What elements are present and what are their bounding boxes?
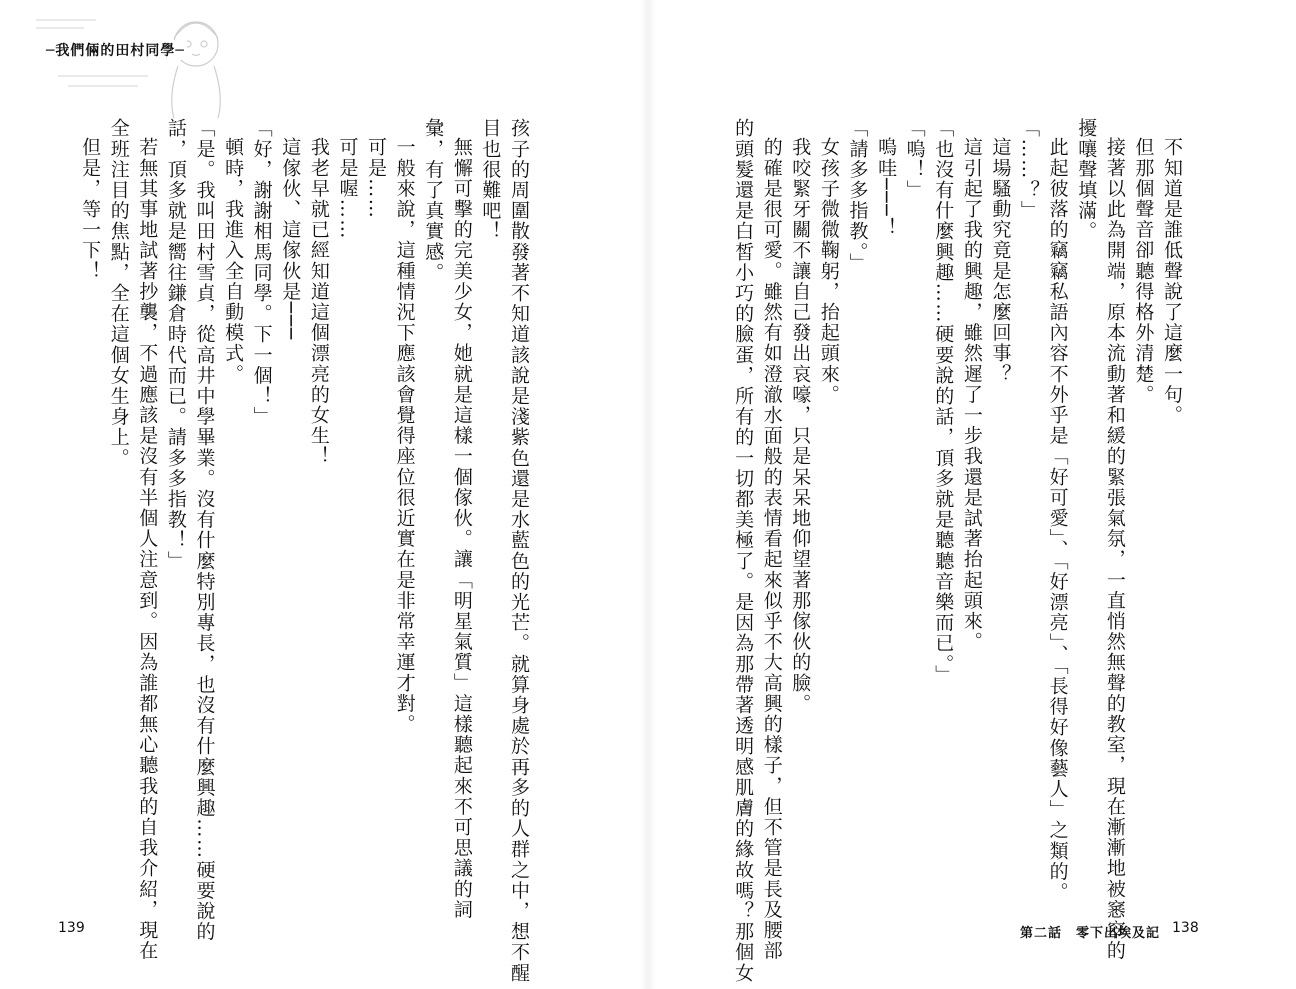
text-line: 的頭髮還是白皙小巧的臉蛋，所有的一切都美極了。是因為那帶著透明感肌膚的緣故嗎？那個女: [732, 118, 755, 984]
text-line: 可是……: [365, 137, 388, 220]
text-line: 我咬緊牙關不讓自己發出哀嚎，只是呆呆地仰望著那傢伙的臉。: [789, 137, 812, 714]
text-line: 彙，有了真實感。: [422, 118, 445, 283]
text-line: 頓時，我進入全自動模式。: [222, 137, 245, 385]
left-page-number: 139: [58, 920, 85, 936]
text-line: 一般來說，這種情況下應該會覺得座位很近實在是非常幸運才對。: [393, 137, 416, 735]
left-page-text: [76, 118, 534, 984]
text-line: 「……？」: [1018, 118, 1041, 221]
text-line: 女孩子微微鞠躬，抬起頭來。: [817, 137, 840, 405]
text-line: 但是，等一下！: [79, 137, 102, 282]
text-line: 此起彼落的竊竊私語內容不外乎是「好可愛」、「好漂亮」、「長得好像藝人」之類的。: [1046, 137, 1069, 903]
text-line: 若無其事地試著抄襲，不過應該是沒有半個人注意到。因為誰都無心聽我的自我介紹，現在: [136, 137, 159, 961]
text-line: 這場騷動究竟是怎麼回事？: [989, 137, 1012, 385]
text-line: 可是喔……: [336, 137, 359, 240]
text-line: 不知道是誰低聲說了這麼一句。: [1161, 137, 1183, 426]
text-line: 我老早就已經知道這個漂亮的女生！: [307, 137, 330, 467]
text-line: 無懈可擊的完美少女，她就是這樣一個傢伙。讓「明星氣質」這樣聽起來不可思議的詞: [450, 137, 473, 920]
chapter-label: 第二話 零下出埃及記: [1020, 926, 1161, 941]
text-line: 擾嚷聲填滿。: [1075, 118, 1098, 242]
text-line: 「是。我叫田村雪貞，從高井中學畢業。沒有什麼特別專長，也沒有什麼興趣……硬要說的: [193, 118, 216, 942]
text-line: 接著以此為開端，原本流動著和緩的緊張氣氛，一直悄然無聲的教室，現在漸漸地被窸窣的: [1103, 137, 1126, 961]
text-line: 「請多多指教。」: [846, 118, 869, 274]
text-line: 「嗚！」: [903, 118, 926, 201]
text-line: 這傢伙、這傢伙是───: [279, 137, 302, 341]
series-logo-illustration: [28, 8, 238, 126]
text-line: 但那個聲音卻聽得格外清楚。: [1132, 137, 1155, 405]
text-line: 全班注目的焦點，全在這個女生身上。: [107, 118, 130, 469]
text-line: 目也很難吧！: [479, 118, 502, 242]
page-gutter: [640, 0, 656, 989]
text-line: 話，頂多就是嚮往鎌倉時代而已。請多多指教！」: [164, 118, 187, 572]
text-line: 這引起了我的興趣，雖然遲了一步我還是試著抬起頭來。: [960, 137, 983, 652]
text-line: 「好，謝謝相馬同學。下一個！」: [250, 118, 273, 427]
text-line: 的確是很可愛。雖然有如澄澈水面般的表情看起來似乎不大高興的樣子，但不管是長及腰部: [760, 137, 783, 961]
series-title: ─我們倆的田村同學─: [44, 40, 187, 60]
text-line: 嗚哇───！: [875, 137, 898, 238]
right-page-number: 138: [1172, 920, 1199, 936]
text-line: 「也沒有什麼興趣……硬要說的話，頂多就是聽聽音樂而已。」: [932, 118, 955, 686]
text-line: 孩子的周圍散發著不知道該說是淺紫色還是水藍色的光芒。就算身處於再多的人群之中，想不醒: [508, 118, 530, 984]
